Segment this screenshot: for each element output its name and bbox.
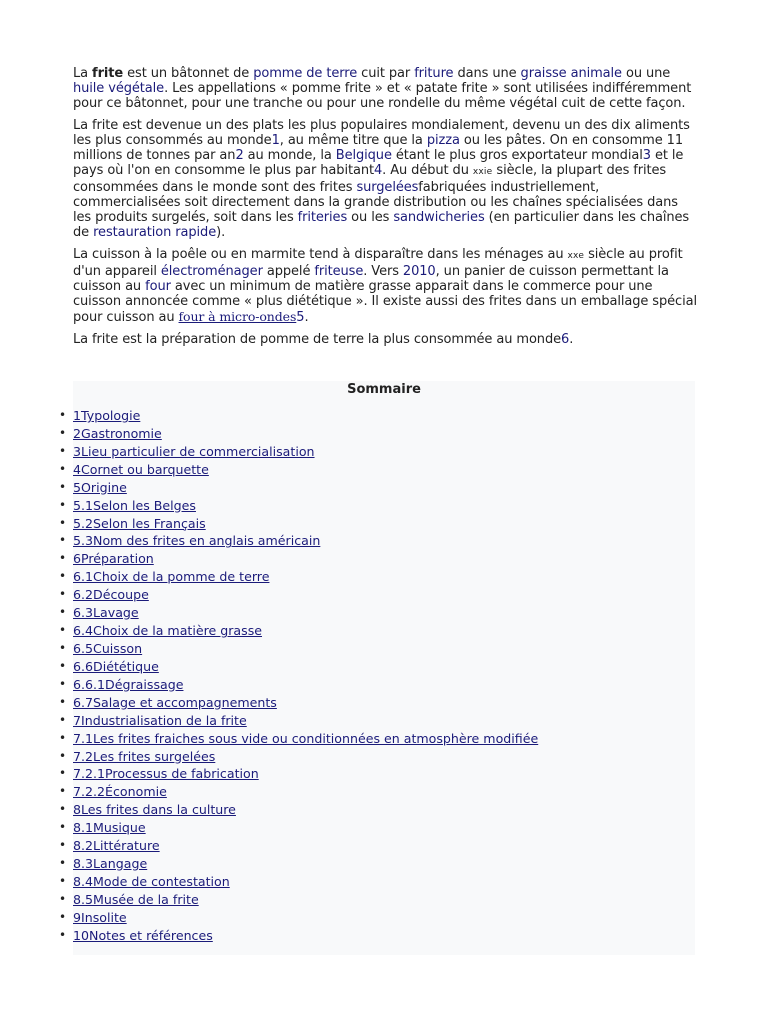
toc-link[interactable]: 8.1Musique <box>73 820 146 836</box>
bullet-icon: • <box>59 658 67 673</box>
text: et le pays où l'on en consomme le plus par habitant <box>73 148 684 178</box>
text: siècle, la plupart des frites consommées dans le monde sont des frites <box>73 163 667 195</box>
text: est un bâtonnet de <box>123 66 254 81</box>
bullet-icon: • <box>59 425 67 440</box>
bullet-icon: • <box>59 909 67 924</box>
text: cuit par <box>357 66 415 81</box>
bullet-icon: • <box>59 569 67 584</box>
toc-item <box>59 587 538 605</box>
intro-paragraph-3 <box>73 247 697 325</box>
bullet-icon: • <box>59 551 67 566</box>
bullet-icon: • <box>59 838 67 853</box>
toc-link[interactable]: 6.1Choix de la pomme de terre <box>73 569 270 585</box>
toc-link[interactable]: 6.6.1Dégraissage <box>73 676 184 692</box>
link-belgique[interactable]: Belgique <box>335 148 392 163</box>
toc-link[interactable]: 7.2.1Processus de fabrication <box>73 766 259 782</box>
bullet-icon: • <box>59 856 67 871</box>
text: appelé <box>262 264 315 279</box>
century-numeral: xxi <box>472 167 487 177</box>
bullet-icon: • <box>59 533 67 548</box>
century-numeral: xx <box>567 251 579 261</box>
toc-link[interactable]: 7.2Les frites surgelées <box>73 748 216 764</box>
link-huile-vegetale[interactable]: huile végétale <box>73 81 165 96</box>
bullet-icon: • <box>59 820 67 835</box>
link-2010[interactable]: 2010 <box>402 264 436 279</box>
bullet-icon: • <box>59 497 67 512</box>
toc-link[interactable]: 6.7Salage et accompagnements <box>73 694 277 710</box>
toc-list <box>59 408 539 946</box>
toc-link[interactable]: 7.1Les frites fraiches sous vide ou conditionnées en atmosphère modifiée <box>73 730 539 746</box>
toc-item <box>59 497 538 516</box>
toc-title: Sommaire <box>347 382 421 397</box>
toc-item <box>59 425 538 444</box>
link-friture[interactable]: friture <box>414 66 454 81</box>
link-pomme-de-terre[interactable]: pomme de terre <box>253 66 358 81</box>
toc-link[interactable]: 6.2Découpe <box>73 587 149 603</box>
text: . Vers <box>363 264 403 279</box>
toc-link[interactable]: 7Industrialisation de la frite <box>73 712 247 728</box>
text: . Les appellations « pomme frite » et « patate frite » sont utilisées indifféremment pour ce bâtonnet, pour une tranche ou pour une rondelle du même végétal cuit de cette façon. <box>73 81 692 111</box>
link-friteries[interactable]: friteries <box>297 210 348 225</box>
bullet-icon: • <box>59 676 67 691</box>
bullet-icon: • <box>59 461 67 476</box>
text: avec un minimum de matière grasse apparait dans le commerce pour une cuisson annoncée comme « plus diététique ». Il existe aussi des frites dans un emballage spécial pour cuisson au <box>73 279 697 325</box>
toc-item <box>59 623 538 641</box>
text: . <box>304 310 309 325</box>
text: , au même titre que la <box>279 133 427 148</box>
bullet-icon: • <box>59 927 67 942</box>
link-electromenager[interactable]: électroménager <box>160 264 263 279</box>
toc-link[interactable]: 6Préparation <box>73 551 154 567</box>
reference-4[interactable]: 4 <box>373 163 383 178</box>
toc-item <box>59 569 538 587</box>
toc-item <box>59 408 538 426</box>
toc-item <box>59 927 538 946</box>
link-friteuse[interactable]: friteuse <box>314 264 364 279</box>
toc-item <box>59 605 538 623</box>
toc-link[interactable]: 5.2Selon les Français <box>73 515 206 531</box>
bold-term: frite <box>92 66 124 81</box>
toc-item <box>59 515 538 534</box>
text: ou les <box>347 210 394 225</box>
text: dans une <box>453 66 521 81</box>
text: fabriquées industriellement, commercialisées soit directement dans la grande distribution ou les chaînes spécialisées dans les produits surgelés, soit dans les <box>73 180 678 225</box>
text: ). <box>216 225 226 240</box>
toc-item <box>59 712 538 731</box>
text: ou une <box>621 66 671 81</box>
text: . <box>569 332 574 347</box>
bullet-icon: • <box>59 712 67 727</box>
link-pizza[interactable]: pizza <box>426 133 460 148</box>
toc-link[interactable]: 10Notes et références <box>73 927 213 943</box>
intro-paragraph-2 <box>73 118 697 240</box>
link-restauration-rapide[interactable]: restauration rapide <box>93 225 217 240</box>
text: au monde, la <box>243 148 336 163</box>
text: étant le plus gros exportateur mondial <box>391 148 643 163</box>
toc-link[interactable]: 3Lieu particulier de commercialisation <box>73 443 315 459</box>
toc-item <box>59 479 538 498</box>
bullet-icon: • <box>59 784 67 799</box>
bullet-icon: • <box>59 640 67 655</box>
century-suffix: e <box>486 167 493 177</box>
text: La <box>73 66 93 81</box>
text: La cuisson à la poêle ou en marmite tend à disparaître dans les ménages au <box>73 247 568 262</box>
bullet-icon: • <box>59 587 67 602</box>
toc-item <box>59 676 538 695</box>
bullet-icon: • <box>59 802 67 817</box>
toc-item <box>59 658 538 677</box>
century-suffix: e <box>578 251 585 261</box>
toc-item <box>59 551 538 569</box>
bullet-icon: • <box>59 605 67 620</box>
toc-link[interactable]: 6.6Diététique <box>73 658 159 674</box>
link-four[interactable]: four <box>145 279 171 294</box>
link-four-a-micro-ondes[interactable]: four à micro-ondes <box>178 309 297 324</box>
toc-item <box>59 838 538 856</box>
reference-2[interactable]: 2 <box>235 148 244 163</box>
toc-link[interactable]: 8.2Littérature <box>73 838 160 854</box>
toc-link[interactable]: 9Insolite <box>73 909 127 925</box>
toc-item <box>59 443 538 462</box>
text: La frite est devenue un des plats les plus populaires mondialement, devenu un des dix aliments les plus consommés au monde <box>73 118 690 148</box>
toc-link[interactable]: 5.1Selon les Belges <box>73 497 196 513</box>
toc-item <box>59 748 538 767</box>
reference-6[interactable]: 6 <box>561 332 570 347</box>
text: La frite est la préparation de pomme de terre la plus consommée au monde <box>73 332 562 347</box>
toc-item <box>59 873 538 892</box>
toc-link[interactable]: 2Gastronomie <box>73 425 162 441</box>
toc-link[interactable]: 8.4Mode de contestation <box>73 873 230 889</box>
text: siècle au profit d'un appareil <box>73 247 683 279</box>
toc-link[interactable]: 4Cornet ou barquette <box>73 461 209 477</box>
bullet-icon: • <box>59 748 67 763</box>
toc-link[interactable]: 8.3Langage <box>73 856 148 872</box>
bullet-icon: • <box>59 694 67 709</box>
text: . Au début du <box>382 163 473 178</box>
toc-item <box>59 856 538 874</box>
bullet-icon: • <box>59 891 67 906</box>
toc-link[interactable]: 6.5Cuisson <box>73 640 143 656</box>
text: (en particulier dans les chaînes de <box>73 210 690 240</box>
bullet-icon: • <box>59 515 67 530</box>
toc-link[interactable]: 5.3Nom des frites en anglais américain <box>73 533 321 549</box>
toc-item <box>59 891 538 910</box>
link-surgelees[interactable]: surgelées <box>356 180 419 195</box>
toc-item <box>59 766 538 784</box>
article-body <box>73 66 697 354</box>
toc-item <box>59 784 538 802</box>
table-of-contents <box>59 381 695 955</box>
bullet-icon: • <box>59 443 67 458</box>
intro-paragraph-1 <box>73 66 697 111</box>
bullet-icon: • <box>59 766 67 781</box>
toc-item <box>59 730 539 749</box>
bullet-icon: • <box>59 479 67 494</box>
reference-1[interactable]: 1 <box>271 133 280 148</box>
toc-item <box>59 461 538 480</box>
toc-item <box>59 802 538 820</box>
bullet-icon: • <box>59 730 67 745</box>
toc-item <box>59 640 538 659</box>
toc-item <box>59 533 538 551</box>
link-graisse-animale[interactable]: graisse animale <box>520 66 622 81</box>
toc-link[interactable]: 6.3Lavage <box>73 605 139 621</box>
reference-5[interactable]: 5 <box>296 310 305 325</box>
toc-item <box>59 909 538 928</box>
toc-link[interactable]: 1Typologie <box>73 408 141 423</box>
intro-paragraph-4 <box>73 332 697 347</box>
toc-link[interactable]: 7.2.2Économie <box>73 784 167 800</box>
link-sandwicheries[interactable]: sandwicheries <box>393 210 485 225</box>
toc-link[interactable]: 5Origine <box>73 479 127 495</box>
toc-link[interactable]: 6.4Choix de la matière grasse <box>73 623 263 639</box>
bullet-icon: • <box>59 623 67 638</box>
bullet-icon: • <box>59 873 67 888</box>
bullet-icon: • <box>59 408 67 422</box>
text: , un panier de cuisson permettant la cuisson au <box>73 264 669 294</box>
toc-item <box>59 694 538 713</box>
toc-link[interactable]: 8Les frites dans la culture <box>73 802 236 818</box>
toc-link[interactable]: 8.5Musée de la frite <box>73 891 199 907</box>
reference-3[interactable]: 3 <box>642 148 651 163</box>
toc-item <box>59 820 538 838</box>
text: ou les pâtes. On en consomme 11 millions de tonnes par an <box>73 133 683 163</box>
